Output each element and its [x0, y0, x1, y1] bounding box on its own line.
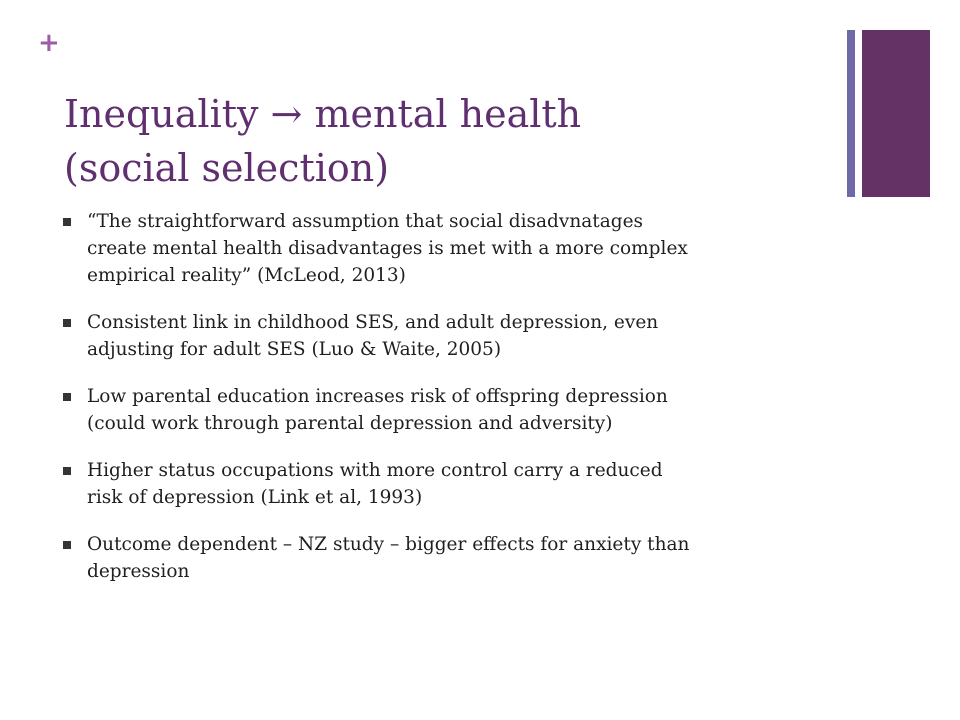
slide-title: [64, 87, 824, 195]
bullet-text-line: “The straightforward assumption that social disadvnatages: [87, 211, 644, 232]
bullet-text-line: Higher status occupations with more control carry a reduced: [87, 460, 663, 481]
bullet-text-line: (could work through parental depression and adversity): [87, 413, 613, 434]
bullet-item: [60, 457, 850, 511]
bullet-item: [60, 531, 850, 585]
accent-bar-thick: [862, 30, 930, 197]
bullet-square-icon: [63, 319, 71, 327]
bullet-square-icon: [63, 218, 71, 226]
bullet-square-icon: [63, 541, 71, 549]
bullet-item: [60, 383, 850, 437]
bullet-text-line: Consistent link in childhood SES, and adult depression, even: [87, 312, 659, 333]
bullet-text-line: risk of depression (Link et al, 1993): [87, 487, 423, 508]
bullet-item: [60, 208, 850, 289]
bullet-list: [60, 208, 850, 605]
bullet-text-line: depression: [87, 561, 190, 582]
slide-title-line-2: (social selection): [64, 146, 390, 191]
accent-bar-thin: [847, 30, 855, 197]
plus-mark-icon: +: [38, 28, 60, 58]
bullet-text-line: Outcome dependent – NZ study – bigger effects for anxiety than: [87, 534, 690, 555]
bullet-square-icon: [63, 467, 71, 475]
slide-title-line-1: Inequality → mental health: [64, 92, 582, 137]
bullet-square-icon: [63, 393, 71, 401]
bullet-text-line: empirical reality” (McLeod, 2013): [87, 265, 406, 286]
bullet-text-line: create mental health disadvantages is met with a more complex: [87, 238, 688, 259]
bullet-text-line: Low parental education increases risk of offspring depression: [87, 386, 668, 407]
bullet-item: [60, 309, 850, 363]
bullet-text-line: adjusting for adult SES (Luo & Waite, 2005): [87, 339, 502, 360]
